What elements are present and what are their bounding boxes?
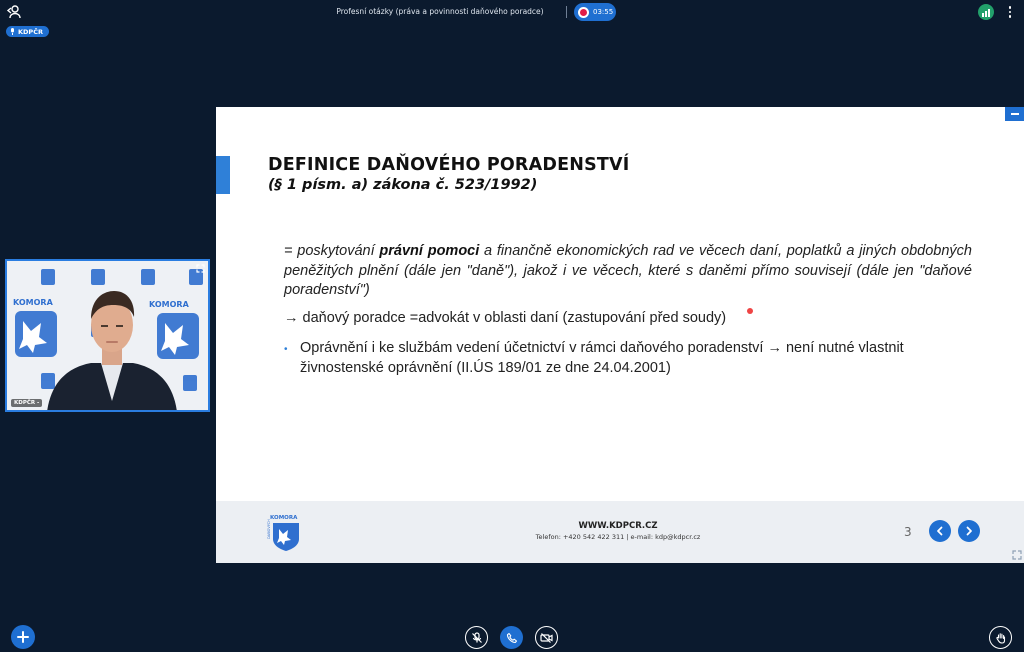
wall-text: KOMORA (149, 300, 189, 309)
plus-icon (17, 631, 29, 643)
definition-text: a finančně ekonomických rad ve věcech daní, poplatků a jiných obdobných peněžitých plnění (dále jen "daně"), jakož i ve věcech, které s daněmi přímo souvisejí (dále jen "daňové poradenství") (284, 243, 972, 298)
chevron-left-icon (935, 526, 945, 536)
record-icon (578, 7, 589, 18)
kdpcr-logo (267, 511, 305, 553)
presenter-name: KDPČR (18, 27, 43, 36)
recording-time: 03:55 (593, 8, 614, 16)
bullet-item (284, 339, 984, 378)
expand-icon[interactable] (196, 264, 205, 273)
hand-icon (995, 632, 1007, 644)
definition-prefix: = poskytování (284, 243, 380, 259)
slide-page-number: 3 (904, 525, 912, 539)
actions-button[interactable] (11, 625, 35, 649)
recording-indicator[interactable] (574, 3, 616, 21)
mic-icon (10, 28, 15, 35)
raise-hand-button[interactable] (989, 626, 1012, 649)
slide-subtitle: (§ 1 písm. a) zákona č. 523/1992) (268, 177, 538, 193)
minimize-icon[interactable] (1005, 107, 1024, 121)
bullet-text: Oprávnění i ke službám vedení účetnictví v rámci daňového poradenství → není nutné vlastnit živnostenské oprávnění (II.ÚS 189/01 ze dne 24.04.2001) (300, 340, 904, 376)
signal-icon[interactable] (978, 4, 994, 20)
slide-title: DEFINICE DAŇOVÉHO PORADENSTVÍ (268, 155, 630, 175)
phone-icon (506, 632, 518, 644)
unmute-button[interactable] (465, 626, 488, 649)
participant-video (47, 281, 177, 412)
more-icon[interactable] (1006, 4, 1014, 20)
arrow-statement: → daňový poradce =advokát v oblasti daní (zastupování před soudy) (284, 310, 727, 326)
chevron-right-icon (964, 526, 974, 536)
next-slide-button[interactable] (958, 520, 980, 542)
footer-website: WWW.KDPCR.CZ (578, 521, 658, 531)
participant-name: KDPČR - (11, 399, 42, 407)
presentation-slide (216, 107, 1024, 563)
webcam-tile[interactable] (5, 259, 210, 412)
previous-slide-button[interactable] (929, 520, 951, 542)
top-bar (0, 0, 1024, 24)
wall-text: KOMORA (13, 298, 53, 307)
slide-footer (216, 501, 1024, 563)
fullscreen-icon[interactable] (1012, 550, 1022, 560)
title-accent-bar (216, 156, 230, 194)
svg-text:DAŇOVÝCH: DAŇOVÝCH (267, 519, 271, 539)
presenter-badge (6, 26, 49, 37)
svg-text:KOMORA: KOMORA (270, 515, 298, 521)
share-webcam-button[interactable] (535, 626, 558, 649)
meeting-title: Profesní otázky (práva a povinnosti daňového poradce) (336, 7, 544, 16)
definition-paragraph (284, 242, 972, 301)
mic-off-icon (471, 632, 483, 644)
laser-pointer (747, 308, 753, 314)
leave-audio-button[interactable] (500, 626, 523, 649)
footer-contact: Telefon: +420 542 422 311 | e-mail: kdp@kdpcr.cz (535, 533, 701, 541)
bullet-marker: • (284, 344, 288, 355)
title-separator (566, 6, 567, 18)
definition-emphasis: právní pomoci (379, 243, 480, 259)
video-off-icon (540, 632, 553, 644)
